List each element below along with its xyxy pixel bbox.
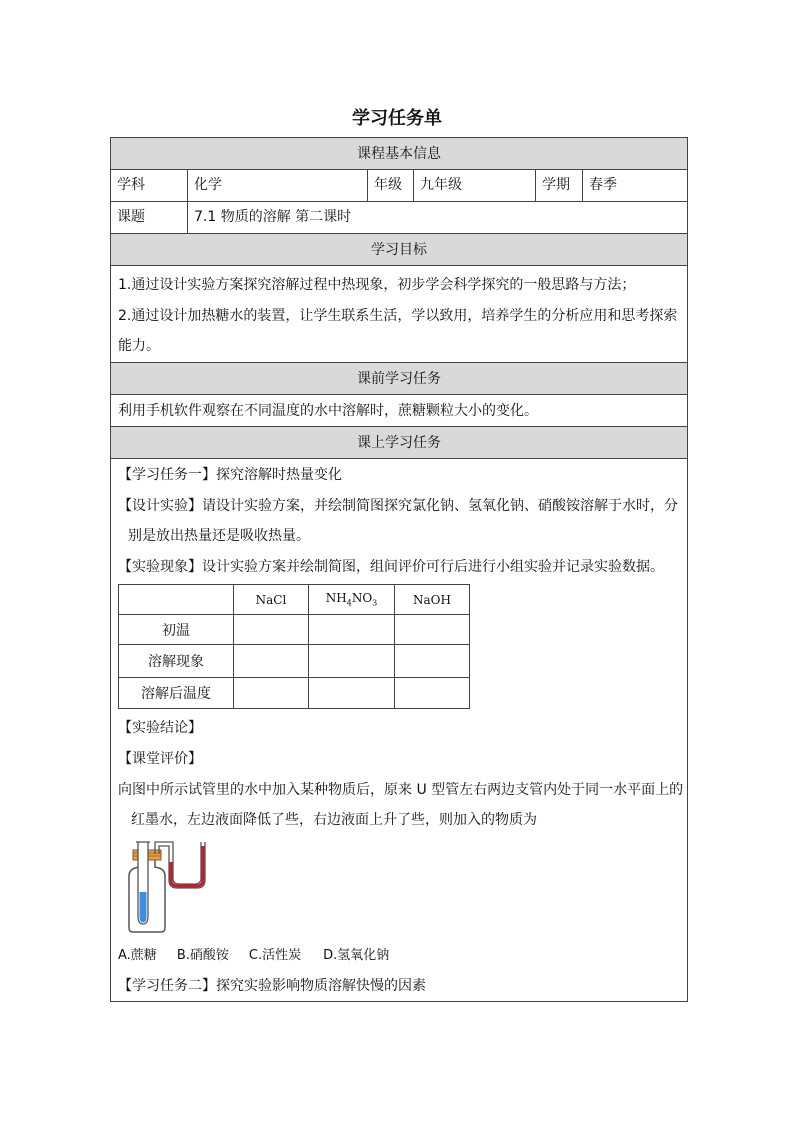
term-value: 春季	[589, 177, 617, 193]
basic-info-row	[111, 170, 687, 202]
section-header-goals: 学习目标	[111, 234, 687, 266]
option-b[interactable]: B.硝酸铵	[176, 948, 229, 963]
table-row	[119, 678, 470, 709]
design-experiment-line2: 别是放出热量还是吸收热量。	[128, 528, 310, 544]
evaluation-heading: 【课堂评价】	[118, 751, 202, 767]
table-cell[interactable]	[395, 645, 470, 678]
table-row	[119, 645, 470, 678]
table-cell[interactable]	[234, 678, 309, 709]
section-header-class: 课上学习任务	[111, 427, 687, 459]
goal-2-cont: 能力。	[118, 338, 160, 354]
topic-row	[111, 202, 687, 234]
conclusion-heading: 【实验结论】	[118, 720, 202, 736]
table-cell[interactable]	[309, 645, 395, 678]
subject-value: 化学	[188, 170, 368, 201]
pre-task-text: 利用手机软件观察在不同温度的水中溶解时，蔗糖颗粒大小的变化。	[118, 403, 538, 419]
u-tube-apparatus-illustration	[117, 840, 213, 934]
col-header-naoh: NaOH	[395, 585, 470, 615]
row-label-phenomenon: 溶解现象	[119, 645, 234, 678]
term-label: 学期	[536, 170, 583, 201]
task2-heading: 【学习任务二】探究实验影响物质溶解快慢的因素	[118, 978, 426, 994]
goal-2: 2.通过设计加热糖水的装置，让学生联系生活，学以致用，培养学生的分析应用和思考探索	[118, 308, 678, 324]
page-title: 学习任务单	[352, 108, 442, 129]
task-sheet-table	[110, 137, 688, 1002]
table-cell[interactable]	[309, 678, 395, 709]
table-row	[119, 615, 470, 645]
row-label-initial-temp: 初温	[119, 615, 234, 645]
phenomenon-text: 【实验现象】设计实验方案并绘制简图，组间评价可行后进行小组实验并记录实验数据。	[118, 559, 664, 575]
grade-label: 年级	[368, 170, 414, 201]
option-c[interactable]: C.活性炭	[248, 948, 302, 963]
table-cell[interactable]	[309, 615, 395, 645]
topic-label: 课题	[111, 202, 188, 233]
option-d[interactable]: D.氢氧化钠	[323, 948, 390, 963]
experiment-data-table	[118, 584, 470, 709]
col-header-nh4no3: $NH_4NO_3$	[309, 585, 395, 615]
table-cell[interactable]	[234, 645, 309, 678]
table-header-row	[119, 585, 470, 615]
goal-1: 1.通过设计实验方案探究溶解过程中热现象，初步学会科学探究的一般思路与方法；	[118, 277, 636, 293]
section-header-basic: 课程基本信息	[111, 138, 687, 170]
design-experiment-line1: 【设计实验】请设计实验方案，并绘制简图探究氯化钠、氢氧化钠、硝酸铵溶解于水时，分	[118, 498, 678, 514]
option-a[interactable]: A.蔗糖	[118, 948, 157, 963]
grade-value: 九年级	[414, 170, 536, 201]
table-cell[interactable]	[395, 615, 470, 645]
row-label-final-temp: 溶解后温度	[119, 678, 234, 709]
col-header-nacl: NaCl	[234, 585, 309, 615]
task1-heading: 【学习任务一】探究溶解时热量变化	[118, 467, 342, 483]
table-corner-cell	[119, 585, 234, 615]
question-line2: 红墨水，左边液面降低了些，右边液面上升了些，则加入的物质为	[131, 812, 537, 828]
subject-label: 学科	[111, 170, 188, 201]
table-cell[interactable]	[234, 615, 309, 645]
question-line1: 向图中所示试管里的水中加入某种物质后，原来 U 型管左右两边支管内处于同一水平面上的	[118, 782, 684, 798]
topic-value: 7.1 物质的溶解 第二课时	[194, 209, 352, 225]
answer-options	[118, 946, 389, 966]
goals-block	[111, 266, 687, 363]
table-cell[interactable]	[395, 678, 470, 709]
pre-task-row	[111, 395, 687, 427]
section-header-pre: 课前学习任务	[111, 363, 687, 395]
